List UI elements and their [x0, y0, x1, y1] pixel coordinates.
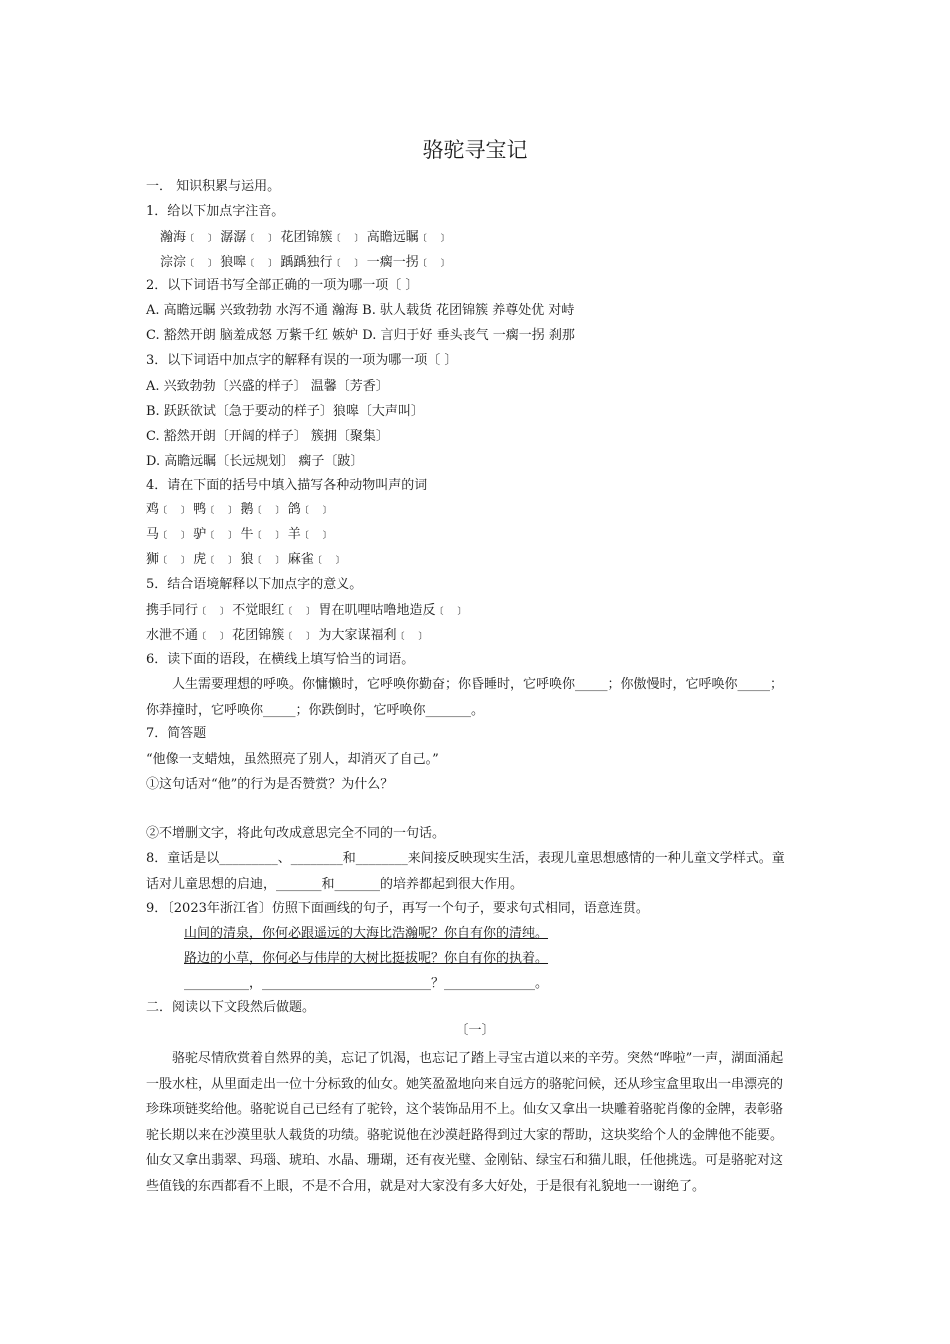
page-title: 骆驼寻宝记 [422, 138, 528, 162]
reading-passage: 骆驼尽情欣赏着自然界的美，忘记了饥渴，也忘记了踏上寻宝古道以来的辛劳。突然“哗啦”一声，湖面涌起一股水柱，从里面走出一位十分标致的仙女。她笑盈盈地向来自远方的骆驼问候，还从珍宝盒里取出一串漂亮的珍珠项链奖给他。骆驼说自己已经有了驼铃，这个装饰品用不上。仙女又拿出一块雕着骆驼肖像的金牌，表彰骆驼长期以来在沙漠里驮人载货的功绩。骆驼说他在沙漠赶路得到过大家的帮助，这块奖给个人的金牌他不能要。仙女又拿出翡翠、玛瑙、琥珀、水晶、珊瑚，还有夜光璧、金刚钻、绿宝石和猫儿眼，任他挑选。可是骆驼对这些值钱的东西都看不上眼，不是不合用，就是对大家没有多大好处，于是很有礼貌地一一谢绝了。 [146, 1051, 784, 1194]
question-7: 7．简答题 [146, 726, 207, 741]
question-2-option: C. 豁然开朗 脑羞成怒 万紫千红 嫉妒 D. 言归于好 垂头丧气 一瘸一拐 刹那 [146, 328, 575, 343]
question-4-row: 马﹝ ﹞ 驴﹝ ﹞ 牛﹝ ﹞ 羊﹝ ﹞ [146, 527, 331, 542]
question-7-sub: ②不增删文字，将此句改成意思完全不同的一句话。 [146, 826, 446, 841]
question-4-row: 鸡﹝ ﹞ 鸭﹝ ﹞ 鹅﹝ ﹞ 鸽﹝ ﹞ [146, 502, 331, 517]
question-9: 9．〔2023年浙江省〕仿照下面画线的句子，再写一个句子，要求句式相同，语意连贯。 [146, 901, 649, 916]
section-heading: 一． 知识积累与运用。 [146, 179, 281, 194]
question-7-quote: “他像一支蜡烛，虽然照亮了别人，却消灭了自己。” [146, 752, 439, 767]
question-6: 6．读下面的语段，在横线上填写恰当的词语。 [146, 652, 415, 667]
question-3-option: D. 高瞻远瞩〔长远规划〕 瘸子〔跛〕 [146, 454, 364, 469]
section-heading: 二．阅读以下文段然后做题。 [146, 1000, 316, 1015]
question-2: 2．以下词语书写全部正确的一项为哪一项〔 〕 [146, 278, 419, 293]
question-9-example: 山间的清泉，你何必跟遥远的大海比浩瀚呢？你自有你的清纯。 [184, 926, 549, 941]
question-9-answer-line: __________，__________________________？______________。 [184, 976, 548, 991]
question-3-option: C. 豁然开朗〔开阔的样子〕 簇拥〔聚集〕 [146, 429, 389, 444]
question-4-row: 狮﹝ ﹞ 虎﹝ ﹞ 狼﹝ ﹞ 麻雀﹝ ﹞ [146, 552, 344, 567]
question-1: 1．给以下加点字注音。 [146, 204, 285, 219]
question-4: 4．请在下面的括号中填入描写各种动物叫声的词 [146, 478, 428, 493]
question-1-row: 瀚海﹝ ﹞ 潺潺﹝ ﹞ 花团锦簇﹝ ﹞ 高瞻远瞩﹝ ﹞ [160, 230, 449, 245]
question-5: 5．结合语境解释以下加点字的意义。 [146, 577, 363, 592]
question-2-option: A. 高瞻远瞩 兴致勃勃 水泻不通 瀚海 B. 驮人载货 花团锦簇 养尊处优 对峙 [146, 303, 575, 318]
question-7-sub: ①这句话对“他”的行为是否赞赏？为什么？ [146, 777, 394, 792]
question-6-passage: 人生需要理想的呼唤。你慵懒时，它呼唤你勤奋；你昏睡时，它呼唤你_____；你傲慢时，它呼唤你_____；你莽撞时，它呼唤你_____；你跌倒时，它呼唤你_______。 [146, 677, 784, 718]
question-9-example: 路边的小草，你何必与伟岸的大树比挺拔呢？你自有你的执着。 [184, 951, 549, 966]
question-5-row: 水泄不通﹝ ﹞ 花团锦簇﹝ ﹞ 为大家谋福利﹝ ﹞ [146, 628, 427, 643]
question-1-row: 淙淙﹝ ﹞ 狼嗥﹝ ﹞ 踽踽独行﹝ ﹞ 一瘸一拐﹝ ﹞ [160, 255, 449, 270]
question-3-option: B. 跃跃欲试〔急于要动的样子〕狼嗥〔大声叫〕 [146, 404, 424, 419]
question-3-option: A. 兴致勃勃〔兴盛的样子〕 温馨〔芳香〕 [146, 379, 389, 394]
question-3: 3．以下词语中加点字的解释有误的一项为哪一项〔 〕 [146, 353, 458, 368]
question-8: 8．童话是以_________、________和________来间接反映现实生活，表现儿童思想感情的一种儿童文学样式。童话对儿童思想的启迪，_______和_______的培养都起到很大作用。 [146, 851, 785, 892]
question-5-row: 携手同行﹝ ﹞ 不觉眼红﹝ ﹞ 胃在叽哩咕噜地造反﹝ ﹞ [146, 603, 466, 618]
passage-number: 〔一〕 [455, 1023, 495, 1038]
